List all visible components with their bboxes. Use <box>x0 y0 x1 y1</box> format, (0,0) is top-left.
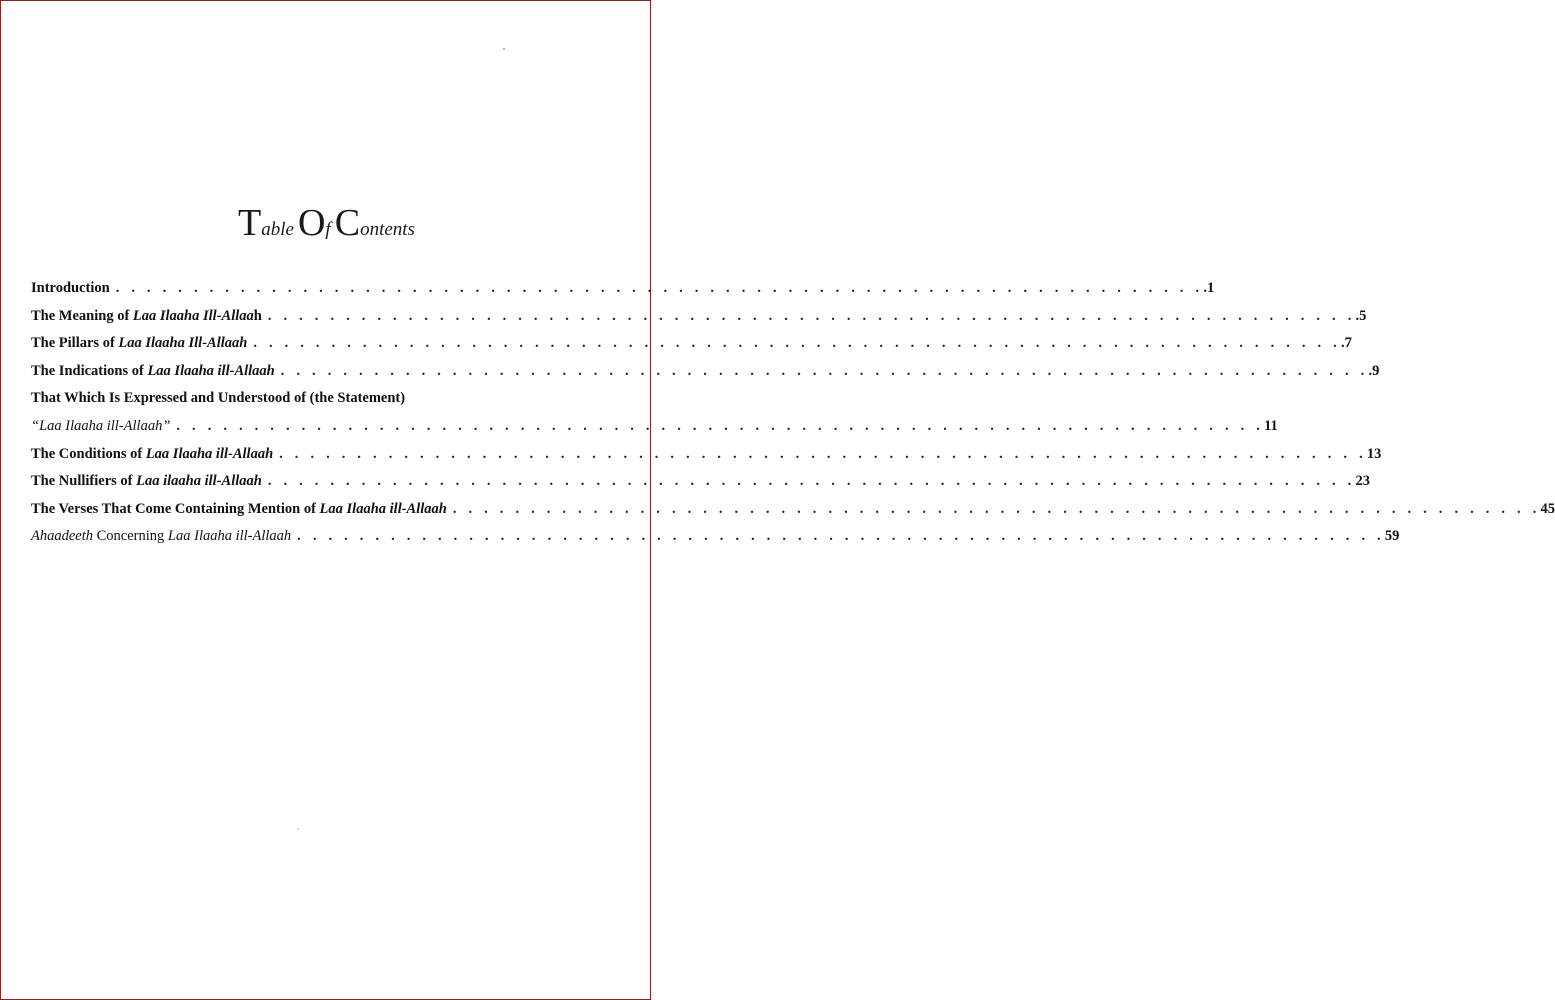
title-cap-t: T <box>238 202 262 244</box>
toc-page-number: .5 <box>1355 307 1367 324</box>
print-speck <box>503 48 505 50</box>
toc-leader-dots: . . . . . . . . . . . . . . . . . . . . . . . . . . . . . . . . . . . . . . . . . . . . . . . . . . . . . . . . . . . . . . . . . . . . . . <box>267 473 1356 490</box>
toc-entry-label: The Indications of Laa Ilaaha ill-Allaah <box>31 362 275 379</box>
toc-entry-label: The Meaning of Laa Ilaaha Ill-Allaah <box>31 307 262 324</box>
toc-page-number: .7 <box>1341 335 1352 352</box>
page-title <box>1 201 652 245</box>
toc-page-number: .9 <box>1368 362 1380 379</box>
toc-page-number: 23 <box>1355 473 1370 490</box>
toc-entry-pillars[interactable] <box>31 334 1352 362</box>
toc-entry-label: “Laa Ilaaha ill-Allaah” <box>31 417 171 434</box>
toc-leader-dots: . . . . . . . . . . . . . . . . . . . . . . . . . . . . . . . . . . . . . . . . . . . . . . . . . . . . . . . . . . . . . . . . . . . . . . <box>452 500 1541 517</box>
toc-entry-introduction[interactable] <box>31 279 1215 307</box>
toc-leader-dots: . . . . . . . . . . . . . . . . . . . . . . . . . . . . . . . . . . . . . . . . . . . . . . . . . . . . . . . . . . . . . . . . . . . . . . <box>253 335 1342 352</box>
title-rest-ontents: ontents <box>360 219 415 240</box>
toc-leader-dots: . . . . . . . . . . . . . . . . . . . . . . . . . . . . . . . . . . . . . . . . . . . . . . . . . . . . . . . . . . . . . . . . . . . . . . <box>267 307 1356 324</box>
toc-page-number: 11 <box>1264 417 1278 434</box>
title-cap-o: O <box>297 202 326 244</box>
toc-page-number: 59 <box>1384 528 1400 545</box>
toc-page-number: 13 <box>1366 445 1382 462</box>
toc-entry-label: The Nullifiers of Laa ilaaha ill-Allaah <box>31 473 262 490</box>
toc-page-number: .1 <box>1203 280 1215 296</box>
toc-entry-expressed-heading[interactable] <box>31 389 599 417</box>
toc-entry-conditions[interactable] <box>31 445 1382 473</box>
toc-entry-expressed-statement[interactable] <box>31 417 1278 445</box>
toc-entry-nullifiers[interactable] <box>31 472 1370 500</box>
toc-entry-label: Ahaadeeth Concerning Laa Ilaaha ill-Allaah <box>31 528 292 545</box>
toc-entry-label: Introduction <box>31 280 110 296</box>
toc-page-number: 45 <box>1540 500 1555 517</box>
toc-entry-verses[interactable] <box>31 500 1555 528</box>
title-rest-able: able <box>261 219 294 240</box>
toc-leader-dots: . . . . . . . . . . . . . . . . . . . . . . . . . . . . . . . . . . . . . . . . . . . . . . . . . . . . . . . . . . . . . . . . . . . . . . <box>280 362 1369 379</box>
toc-entry-indications[interactable] <box>31 362 1380 390</box>
title-rest-f: f <box>325 219 331 240</box>
toc-entry-label: The Pillars of Laa Ilaaha Ill-Allaah <box>31 335 248 352</box>
toc-leader-dots: . . . . . . . . . . . . . . . . . . . . . . . . . . . . . . . . . . . . . . . . . . . . . . . . . . . . . . . . . . . . . . . . . . . . . . <box>176 417 1265 434</box>
toc-leader-dots: . . . . . . . . . . . . . . . . . . . . . . . . . . . . . . . . . . . . . . . . . . . . . . . . . . . . . . . . . . . . . . . . . . . . . . <box>279 445 1367 462</box>
toc-entry-meaning[interactable] <box>31 307 1367 335</box>
toc-leader-dots: . . . . . . . . . . . . . . . . . . . . . . . . . . . . . . . . . . . . . . . . . . . . . . . . . . . . . . . . . . . . . . . . . . . . . . <box>115 280 1204 296</box>
toc-leader-dots: . . . . . . . . . . . . . . . . . . . . . . . . . . . . . . . . . . . . . . . . . . . . . . . . . . . . . . . . . . . . . . . . . . . . . . <box>297 528 1385 545</box>
table-of-contents <box>31 279 1555 555</box>
print-speck <box>297 828 299 830</box>
title-cap-c: C <box>334 202 361 244</box>
toc-entry-label: The Conditions of Laa Ilaaha ill-Allaah <box>31 445 274 462</box>
toc-entry-label: That Which Is Expressed and Understood of (the Statement) <box>31 390 406 407</box>
toc-entry-label: The Verses That Come Containing Mention of Laa Ilaaha ill-Allaah <box>31 500 447 517</box>
toc-entry-ahaadeeth[interactable] <box>31 527 1400 555</box>
